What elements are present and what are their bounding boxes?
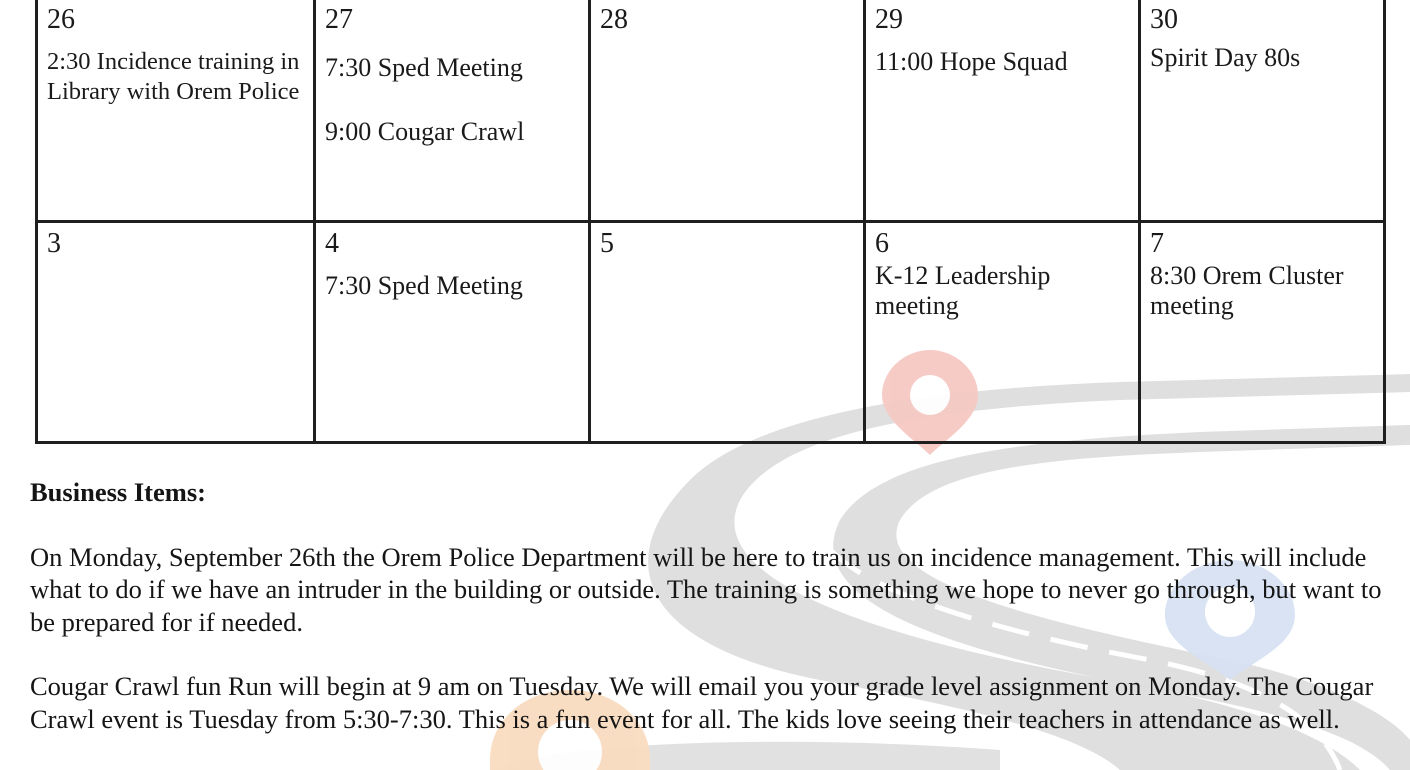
calendar-day-cell <box>590 0 865 222</box>
event-text: K-12 Leadership meeting <box>875 261 1051 320</box>
event-text: 7:30 Sped Meeting <box>325 271 523 300</box>
event-text: Spirit Day 80s <box>1150 43 1301 72</box>
calendar-day-cell <box>1140 222 1385 443</box>
calendar-week-row <box>37 0 1385 222</box>
calendar-day-cell <box>1140 0 1385 222</box>
day-number: 3 <box>47 228 61 259</box>
day-number: 30 <box>1150 4 1178 35</box>
calendar-day-cell <box>37 222 315 443</box>
event-text: 11:00 Hope Squad <box>875 47 1068 76</box>
calendar-day-cell <box>315 0 590 222</box>
event-text: 9:00 Cougar Crawl <box>325 117 525 146</box>
day-number: 6 <box>875 228 889 259</box>
business-items-section <box>30 476 1390 767</box>
section-heading: Business Items: <box>30 477 206 507</box>
paragraph-cougar-crawl: Cougar Crawl fun Run will begin at 9 am on Tuesday. We will email you your grade level assignment on Monday. The Cougar Crawl event is Tuesday from 5:30-7:30. This is a fun event for all. The kids love seeing their teachers in attendance as well. <box>30 671 1374 734</box>
calendar-day-cell <box>865 0 1140 222</box>
paragraph-police-training: On Monday, September 26th the Orem Police Department will be here to train us on incidence management. This will include what to do if we have an intruder in the building or outside. The training is something we hope to never go through, but want to be prepared for if needed. <box>30 541 1382 637</box>
event-text: 2:30 Incidence training in Library with Orem Police <box>47 48 300 105</box>
calendar-day-cell <box>315 222 590 443</box>
calendar-table <box>35 0 1386 444</box>
calendar-day-cell <box>865 222 1140 443</box>
day-number: 4 <box>325 228 339 259</box>
day-number: 26 <box>47 4 75 35</box>
calendar-day-cell <box>590 222 865 443</box>
day-number: 29 <box>875 4 903 35</box>
event-text: 7:30 Sped Meeting <box>325 53 523 82</box>
day-number: 7 <box>1150 228 1164 259</box>
day-number: 28 <box>600 4 628 35</box>
calendar-week-row <box>37 222 1385 443</box>
day-number: 5 <box>600 228 614 259</box>
event-text: 8:30 Orem Cluster meeting <box>1150 261 1344 320</box>
day-number: 27 <box>325 4 353 35</box>
calendar-day-cell <box>37 0 315 222</box>
